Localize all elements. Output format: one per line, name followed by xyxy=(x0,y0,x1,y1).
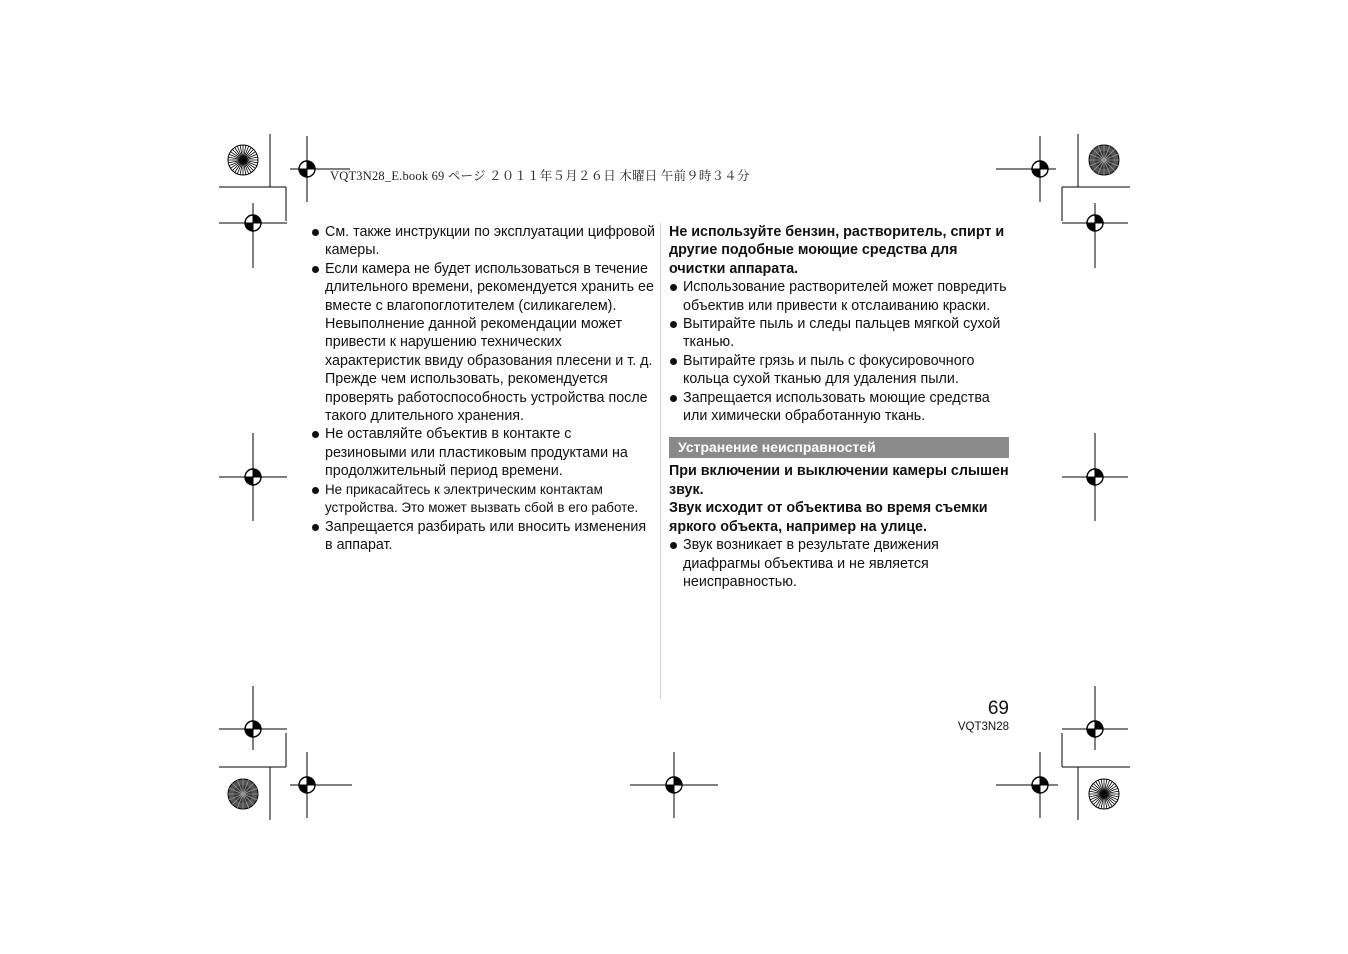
section-title-troubleshooting: Устранение неисправностей xyxy=(669,437,1009,458)
column-divider xyxy=(660,223,661,699)
list-item: Использование растворителей может повредить объектив или привести к отслаиванию краски. xyxy=(669,278,1009,315)
care-heading: Не используйте бензин, растворитель, спирт и другие подобные моющие средства для очистки аппарата. xyxy=(669,224,1005,277)
list-item: Вытирайте грязь и пыль с фокусировочного кольца сухой тканью для удаления пыли. xyxy=(669,352,1009,389)
list-item: Звук возникает в результате движения диафрагмы объектива и не является неисправностью. xyxy=(669,536,1009,591)
list-item: Запрещается использовать моющие средства или химически обработанную ткань. xyxy=(669,389,1009,426)
trouble-question-1: При включении и выключении камеры слышен звук. xyxy=(669,463,1009,498)
running-head: VQT3N28_E.book 69 ページ ２０１１年５月２６日 木曜日 午前９時３４分 xyxy=(330,169,750,183)
list-item: Если камера не будет использоваться в течение длительного времени, рекомендуется хранить ее вместе с влагопоглотителем (силикагелем). Невыполнение данной рекомендации может привести к нарушению технических характеристик ввиду образования плесени и т. д. Прежде чем использовать, рекомендуется проверять работоспособность устройства после такого длительного хранения. xyxy=(311,260,656,426)
list-item: Не оставляйте объектив в контакте с резиновыми или пластиковым продуктами на продолжительный период времени. xyxy=(311,425,656,480)
trouble-bullet-list xyxy=(669,536,1009,591)
page-footer xyxy=(958,698,1009,734)
list-item: См. также инструкции по эксплуатации цифровой камеры. xyxy=(311,223,656,260)
care-bullet-list xyxy=(669,278,1009,425)
right-column xyxy=(669,223,1009,591)
list-item: Запрещается разбирать или вносить изменения в аппарат. xyxy=(311,518,656,555)
list-item: Вытирайте пыль и следы пальцев мягкой сухой тканью. xyxy=(669,315,1009,352)
left-bullet-list xyxy=(311,223,656,554)
page-number: 69 xyxy=(987,698,1009,719)
left-column xyxy=(311,223,656,554)
model-code: VQT3N28 xyxy=(957,721,1009,733)
trouble-question-2: Звук исходит от объектива во время съемки яркого объекта, например на улице. xyxy=(669,500,988,535)
list-item: Не прикасайтесь к электрическим контактам устройства. Это может вызвать сбой в его работе. xyxy=(311,481,656,518)
